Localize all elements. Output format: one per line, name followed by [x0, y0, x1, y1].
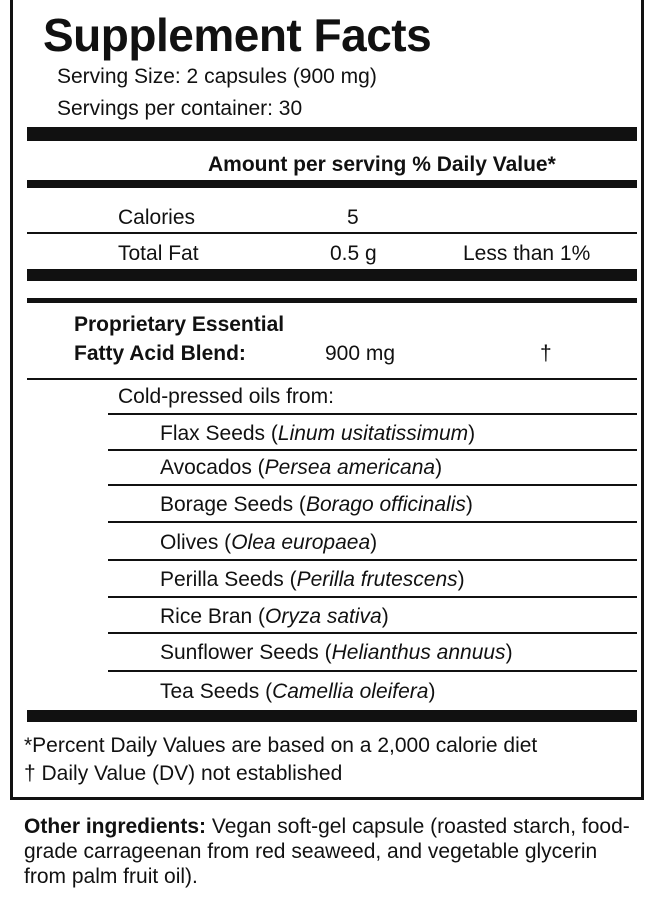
oil-item-tea-seed: Tea Seeds (Camellia oleifera)	[160, 680, 436, 703]
amount-per-serving-header: Amount per serving % Daily Value*	[208, 153, 556, 176]
nutrient-amount-total-fat: 0.5 g	[330, 242, 377, 265]
row-divider	[27, 378, 637, 380]
row-divider	[108, 484, 637, 486]
blend-name-line2: Fatty Acid Blend:	[74, 342, 246, 365]
oil-item-perilla: Perilla Seeds (Perilla frutescens)	[160, 568, 465, 591]
medium-divider	[27, 298, 637, 303]
footnote-dagger: † Daily Value (DV) not established	[24, 762, 343, 785]
nutrient-name-total-fat: Total Fat	[118, 242, 199, 265]
row-divider	[27, 232, 637, 234]
row-divider	[108, 632, 637, 634]
oil-item-sunflower: Sunflower Seeds (Helianthus annuus)	[160, 641, 513, 664]
blend-dv-dagger: †	[540, 342, 552, 365]
row-divider	[108, 413, 637, 415]
row-divider	[108, 596, 637, 598]
row-divider	[108, 670, 637, 672]
nutrient-dv-total-fat: Less than 1%	[463, 242, 591, 265]
blend-name-line1: Proprietary Essential	[74, 313, 285, 336]
row-divider	[108, 449, 637, 451]
row-divider	[108, 521, 637, 523]
other-ingredients-text: Vegan soft-gel capsule (roasted starch, food-grade carrageenan from red seaweed, and vegetable glycerin from palm fruit oil).	[24, 815, 630, 888]
nutrient-name-calories: Calories	[118, 206, 196, 229]
oil-item-borage: Borage Seeds (Borago officinalis)	[160, 493, 473, 516]
cold-pressed-label: Cold-pressed oils from:	[118, 385, 334, 408]
other-ingredients-label: Other ingredients:	[24, 815, 207, 838]
servings-per-container: Servings per container: 30	[57, 97, 303, 120]
nutrient-amount-calories: 5	[347, 206, 359, 229]
oil-item-flax: Flax Seeds (Linum usitatissimum)	[160, 422, 476, 445]
thick-divider	[27, 269, 637, 281]
serving-size: Serving Size: 2 capsules (900 mg)	[57, 65, 377, 88]
panel-title: Supplement Facts	[43, 9, 432, 61]
footnote-percent-dv: *Percent Daily Values are based on a 2,000 calorie diet	[24, 734, 538, 757]
oil-item-olive: Olives (Olea europaea)	[160, 531, 378, 554]
oil-item-avocado: Avocados (Persea americana)	[160, 456, 443, 479]
medium-divider	[27, 180, 637, 188]
other-ingredients	[24, 814, 644, 889]
row-divider	[108, 559, 637, 561]
thick-divider	[27, 710, 637, 722]
blend-amount: 900 mg	[325, 342, 396, 365]
oil-item-rice-bran: Rice Bran (Oryza sativa)	[160, 605, 389, 628]
thick-divider	[27, 127, 637, 141]
